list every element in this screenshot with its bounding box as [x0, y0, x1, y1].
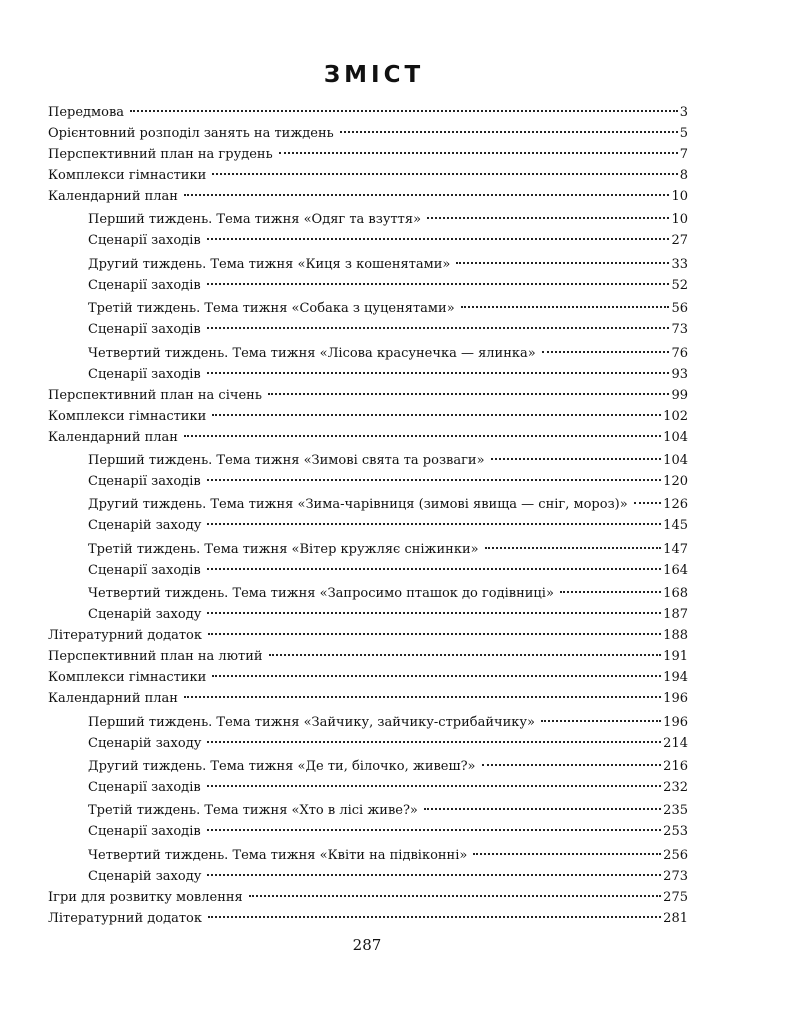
dot-leader — [542, 351, 670, 353]
toc-subentry — [48, 845, 688, 866]
toc-entry-title: Перспективний план на лютий — [48, 649, 263, 665]
dot-leader — [491, 458, 662, 460]
toc-subentry — [48, 230, 688, 251]
dot-leader — [207, 568, 662, 570]
dot-leader — [184, 696, 661, 698]
toc-entry-title: Четвертий тиждень. Тема тижня «Запросимо пташок до годівниці» — [88, 586, 554, 602]
dot-leader — [207, 785, 662, 787]
toc-subentry — [48, 450, 688, 471]
toc-entry-page: 145 — [663, 518, 688, 534]
dot-leader — [279, 152, 678, 154]
toc-entry — [48, 887, 688, 908]
toc-subentry — [48, 298, 688, 319]
toc-entry-page: 93 — [671, 366, 688, 382]
toc-entry-page: 52 — [671, 277, 688, 293]
toc-entry-title: Сценарій заходу — [88, 607, 202, 623]
toc-entry-page: 10 — [671, 212, 688, 228]
toc-entry-page: 104 — [663, 429, 688, 445]
toc-entry-page: 196 — [663, 714, 688, 730]
toc-entry-page: 56 — [671, 301, 688, 317]
toc-entry-title: Літературний додаток — [48, 628, 202, 644]
toc-entry-title: Четвертий тиждень. Тема тижня «Квіти на підвіконні» — [88, 847, 468, 863]
toc-entry-page: 168 — [663, 586, 688, 602]
toc-entry-title: Перший тиждень. Тема тижня «Зайчику, зайчику-стрибайчику» — [88, 714, 535, 730]
toc-entry-page: 76 — [671, 345, 688, 361]
toc-entry-title: Ігри для розвитку мовлення — [48, 889, 243, 905]
toc-entry-title: Сценарії заходів — [88, 779, 201, 795]
dot-leader — [461, 306, 670, 308]
toc-entry — [48, 165, 688, 186]
toc-entry-page: 3 — [679, 105, 688, 120]
toc-entry-title: Календарний план — [48, 189, 178, 204]
toc-entry-title: Сценарії заходів — [88, 473, 201, 489]
dot-leader — [212, 675, 661, 677]
dot-leader — [184, 194, 669, 196]
dot-leader — [207, 612, 661, 614]
dot-leader — [268, 393, 670, 395]
dot-leader — [560, 591, 661, 593]
toc-subentry — [48, 364, 688, 385]
dot-leader — [269, 654, 662, 656]
toc-entry — [48, 385, 688, 406]
toc-entry-title: Сценарії заходів — [88, 366, 201, 382]
toc-entry-page: 120 — [663, 473, 688, 489]
dot-leader — [482, 764, 662, 766]
toc-entry — [48, 625, 688, 646]
toc-entry-title: Третій тиждень. Тема тижня «Хто в лісі живе?» — [88, 803, 418, 819]
toc-entry — [48, 406, 688, 427]
dot-leader — [249, 895, 661, 897]
toc-subentry — [48, 539, 688, 560]
toc-entry-title: Комплекси гімнастики — [48, 670, 207, 686]
toc-subentry — [48, 866, 688, 887]
toc-entry-page: 232 — [663, 779, 688, 795]
dot-leader — [541, 720, 661, 722]
toc-entry-title: Другий тиждень. Тема тижня «Де ти, білочко, живеш?» — [88, 758, 476, 774]
toc-entry-title: Сценарій заходу — [88, 518, 202, 534]
dot-leader — [207, 283, 670, 285]
toc-entry-page: 191 — [663, 649, 688, 665]
toc-entry-title: Сценарій заходу — [88, 735, 202, 751]
toc-entry-title: Сценарії заходів — [88, 277, 201, 293]
toc-entry-page: 27 — [671, 233, 688, 249]
toc-entry-page: 188 — [663, 628, 688, 644]
toc-entry-page: 235 — [663, 803, 688, 819]
toc-subentry — [48, 471, 688, 492]
dot-leader — [130, 110, 678, 112]
dot-leader — [485, 547, 662, 549]
toc-entry-page: 281 — [663, 910, 688, 926]
toc-entry-page: 273 — [663, 868, 688, 884]
toc-entry-title: Другий тиждень. Тема тижня «Зима-чарівниця (зимові явища — сніг, мороз)» — [88, 497, 628, 513]
toc-entry — [48, 646, 688, 667]
toc-subentry — [48, 275, 688, 296]
toc-subentry — [48, 515, 688, 536]
toc-entry-page: 104 — [663, 452, 688, 468]
dot-leader — [212, 173, 677, 175]
toc-entry-title: Третій тиждень. Тема тижня «Собака з цуценятами» — [88, 301, 455, 317]
dot-leader — [208, 633, 661, 635]
toc-entry — [48, 144, 688, 165]
toc-entry-title: Календарний план — [48, 691, 178, 707]
dot-leader — [207, 238, 670, 240]
dot-leader — [207, 327, 670, 329]
toc-entry-title: Четвертий тиждень. Тема тижня «Лісова красунечка — ялинка» — [88, 345, 536, 361]
dot-leader — [207, 874, 661, 876]
toc-entry-page: 214 — [663, 735, 688, 751]
toc-entry — [48, 123, 688, 144]
toc-entry-title: Сценарії заходів — [88, 562, 201, 578]
dot-leader — [208, 916, 661, 918]
toc-entry-page: 7 — [679, 147, 688, 162]
toc-entry — [48, 667, 688, 688]
toc-entry-title: Перспективний план на січень — [48, 387, 262, 403]
dot-leader — [634, 502, 661, 504]
toc-subentry — [48, 756, 688, 777]
toc-entry — [48, 186, 688, 207]
toc-subentry — [48, 254, 688, 275]
toc-entry-title: Сценарій заходу — [88, 868, 202, 884]
page-number: 287 — [352, 936, 382, 954]
dot-leader — [212, 414, 661, 416]
toc-entry-page: 8 — [679, 168, 688, 183]
toc-entry-title: Сценарії заходів — [88, 322, 201, 338]
toc-subentry — [48, 821, 688, 842]
toc-entry-page: 99 — [671, 387, 688, 403]
toc-entry-page: 253 — [663, 824, 688, 840]
toc-entry-page: 33 — [671, 256, 688, 272]
dot-leader — [456, 262, 669, 264]
toc-entry-page: 102 — [663, 408, 688, 424]
toc-entry-page: 275 — [663, 889, 688, 905]
toc-entry — [48, 102, 688, 123]
toc-entry-title: Третій тиждень. Тема тижня «Вітер кружляє сніжинки» — [88, 541, 479, 557]
toc-entry — [48, 908, 688, 929]
toc-entry-page: 147 — [663, 541, 688, 557]
toc-subentry — [48, 604, 688, 625]
dot-leader — [207, 523, 661, 525]
toc-entry-title: Сценарії заходів — [88, 233, 201, 249]
toc-entry-title: Літературний додаток — [48, 910, 202, 926]
toc-subentry — [48, 319, 688, 340]
toc-subentry — [48, 777, 688, 798]
toc-subentry — [48, 583, 688, 604]
toc-entry — [48, 427, 688, 448]
page-title: ЗМІСТ — [323, 62, 425, 88]
toc-entry-page: 164 — [663, 562, 688, 578]
toc-entry-title: Календарний план — [48, 429, 178, 445]
toc-entry-page: 73 — [671, 322, 688, 338]
toc-entry-page: 10 — [671, 189, 688, 204]
toc-entry-page: 196 — [663, 691, 688, 707]
toc-entry-page: 187 — [663, 607, 688, 623]
toc-subentry — [48, 800, 688, 821]
dot-leader — [184, 435, 661, 437]
toc-subentry — [48, 560, 688, 581]
toc-entry-title: Перспективний план на грудень — [48, 147, 273, 162]
toc-subentry — [48, 733, 688, 754]
toc-entry-title: Комплекси гімнастики — [48, 408, 207, 424]
toc-subentry — [48, 343, 688, 364]
toc-entry-title: Перший тиждень. Тема тижня «Зимові свята та розваги» — [88, 452, 485, 468]
toc-entry-title: Сценарії заходів — [88, 824, 201, 840]
toc-subentry — [48, 494, 688, 515]
dot-leader — [207, 479, 662, 481]
dot-leader — [340, 131, 678, 133]
toc-entry-page: 256 — [663, 847, 688, 863]
toc-entry-page: 5 — [679, 126, 688, 141]
dot-leader — [207, 741, 661, 743]
dot-leader — [424, 808, 661, 810]
dot-leader — [207, 372, 670, 374]
toc-subentry — [48, 209, 688, 230]
dot-leader — [473, 853, 661, 855]
table-of-contents — [48, 102, 688, 929]
toc-entry-title: Другий тиждень. Тема тижня «Киця з кошенятами» — [88, 256, 451, 272]
dot-leader — [207, 829, 662, 831]
toc-entry-title: Комплекси гімнастики — [48, 168, 207, 183]
toc-entry-title: Передмова — [48, 105, 125, 120]
toc-entry-title: Орієнтовний розподіл занять на тиждень — [48, 126, 334, 141]
toc-subentry — [48, 712, 688, 733]
dot-leader — [427, 217, 669, 219]
toc-entry-page: 194 — [663, 670, 688, 686]
toc-entry-title: Перший тиждень. Тема тижня «Одяг та взуття» — [88, 212, 422, 228]
toc-entry-page: 216 — [663, 758, 688, 774]
toc-entry — [48, 688, 688, 709]
toc-entry-page: 126 — [663, 497, 688, 513]
